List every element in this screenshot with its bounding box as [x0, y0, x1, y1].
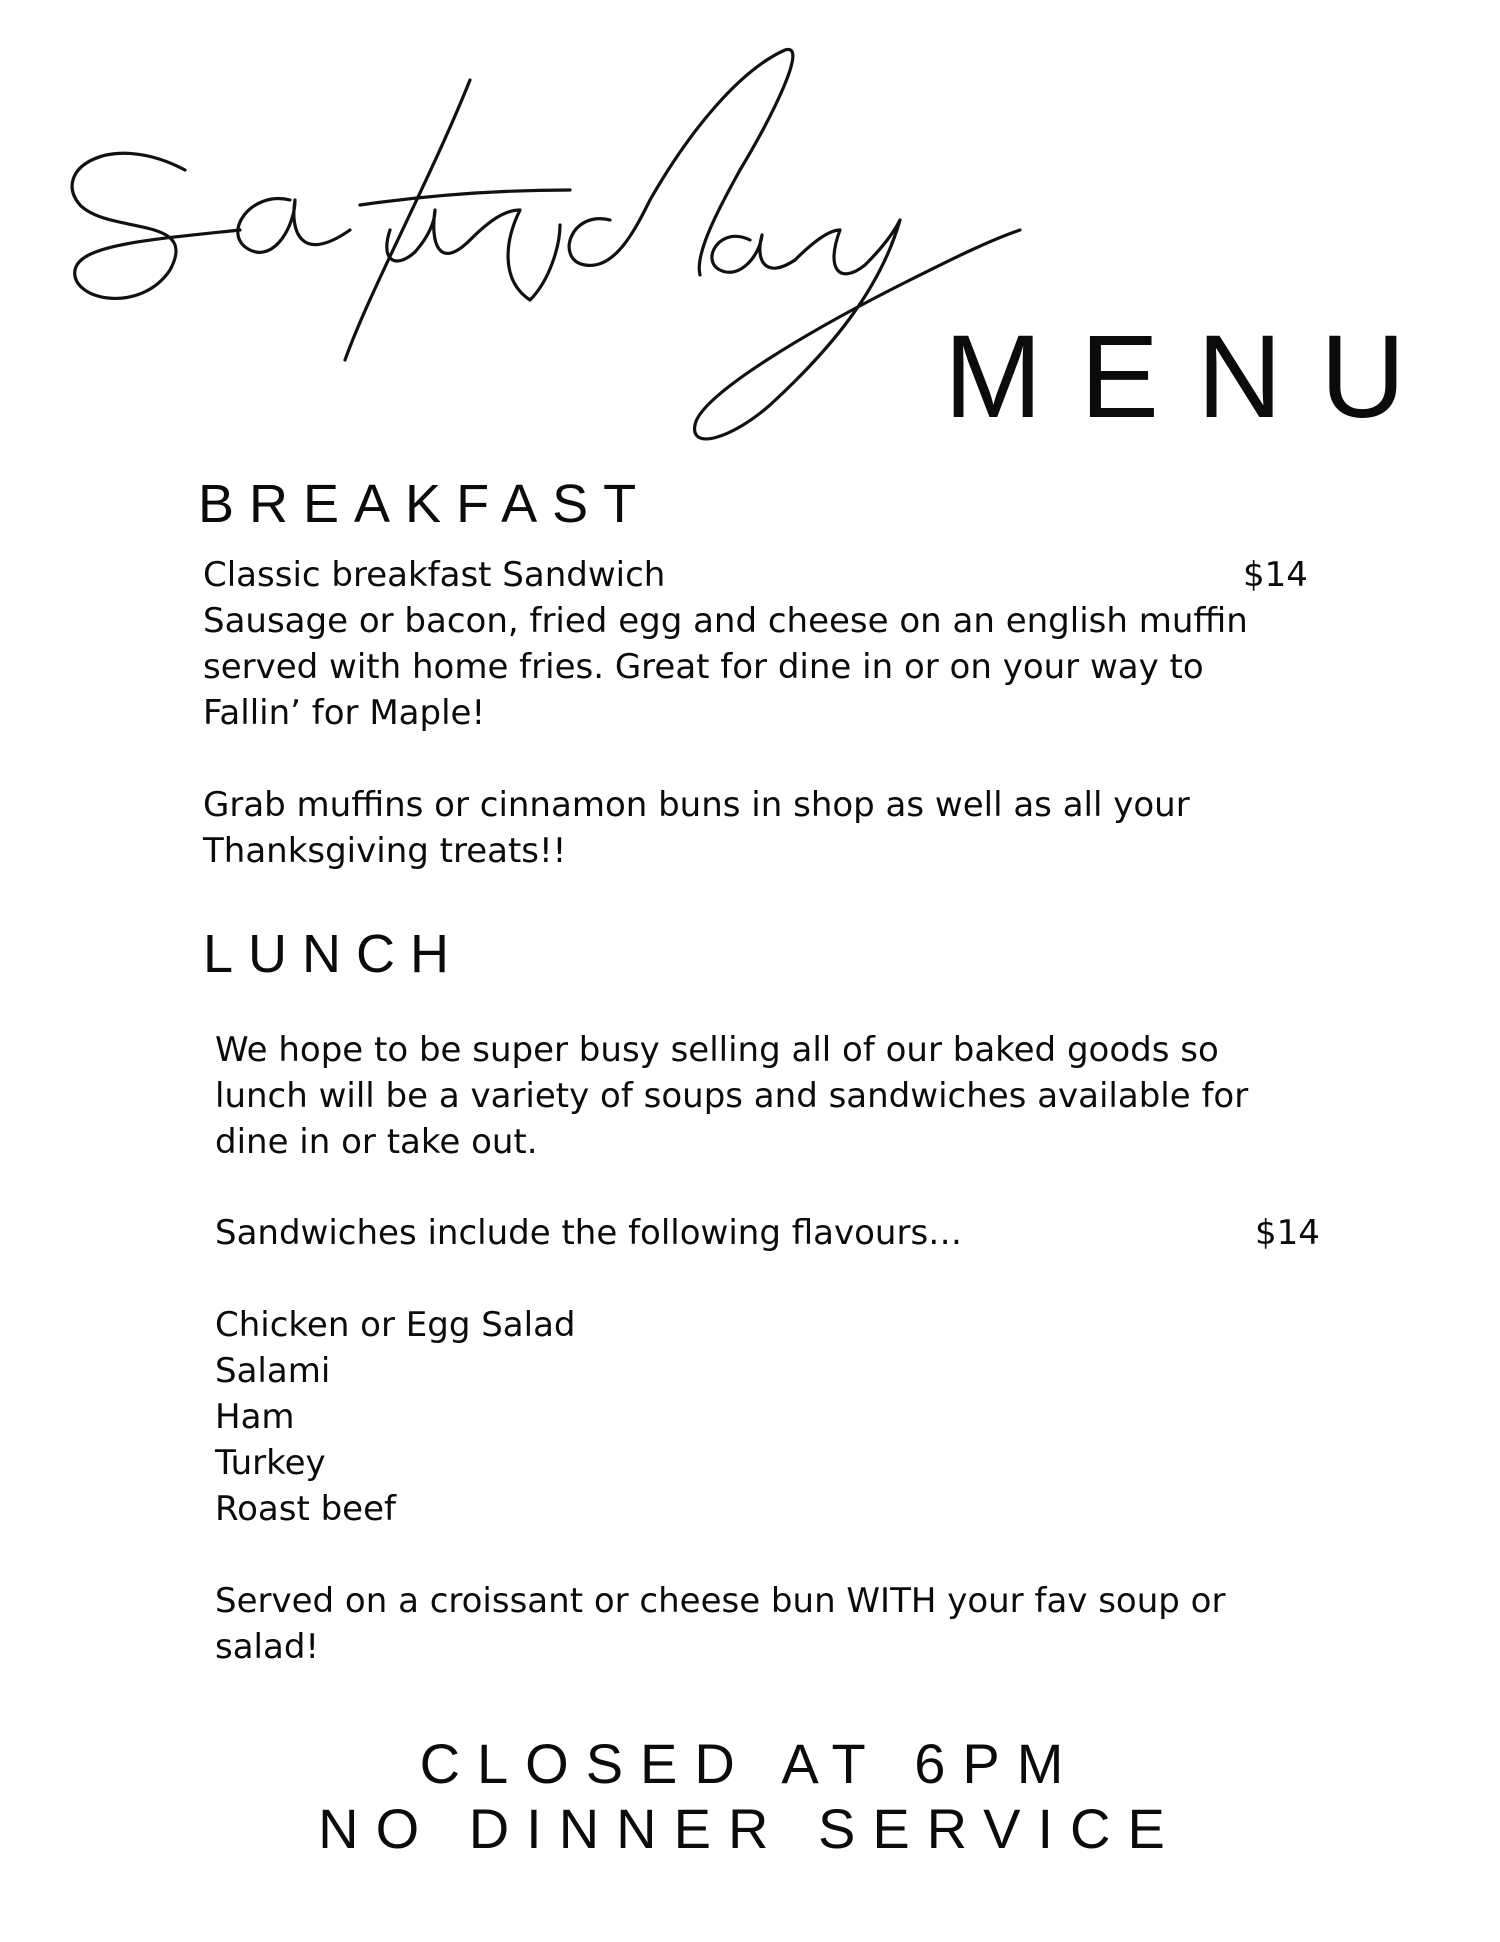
breakfast-note-line: Grab muffins or cinnamon buns in shop as well as all your — [203, 785, 1190, 825]
breakfast-heading: BREAKFAST — [198, 474, 652, 534]
lunch-intro-line: We hope to be super busy selling all of our baked goods so — [215, 1030, 1219, 1070]
no-dinner-notice: NO DINNER SERVICE — [318, 1797, 1182, 1860]
sandwich-line: Sandwiches include the following flavours… — [215, 1213, 963, 1253]
flavour-item: Ham — [215, 1397, 295, 1437]
script-title-saturday — [50, 30, 1080, 460]
flavour-item: Salami — [215, 1351, 331, 1391]
flavour-item: Chicken or Egg Salad — [215, 1305, 576, 1345]
sandwich-price: $14 — [1255, 1213, 1320, 1253]
flavour-item: Roast beef — [215, 1489, 396, 1529]
breakfast-description-line: Fallin’ for Maple! — [203, 693, 486, 733]
breakfast-description-line: served with home fries. Great for dine in or on your way to — [203, 647, 1204, 687]
served-line: salad! — [215, 1627, 320, 1667]
breakfast-item-price: $14 — [1243, 555, 1308, 595]
served-line: Served on a croissant or cheese bun WITH your fav soup or — [215, 1581, 1226, 1621]
breakfast-note-line: Thanksgiving treats!! — [203, 831, 567, 871]
menu-heading: MENU — [944, 311, 1444, 443]
lunch-heading: LUNCH — [203, 924, 465, 984]
lunch-intro-line: dine in or take out. — [215, 1122, 538, 1162]
flavour-item: Turkey — [215, 1443, 326, 1483]
lunch-intro-line: lunch will be a variety of soups and sandwiches available for — [215, 1076, 1249, 1116]
breakfast-item-name: Classic breakfast Sandwich — [203, 555, 666, 595]
closing-time-notice: CLOSED AT 6PM — [419, 1732, 1081, 1795]
breakfast-description-line: Sausage or bacon, fried egg and cheese on an english muffin — [203, 601, 1248, 641]
